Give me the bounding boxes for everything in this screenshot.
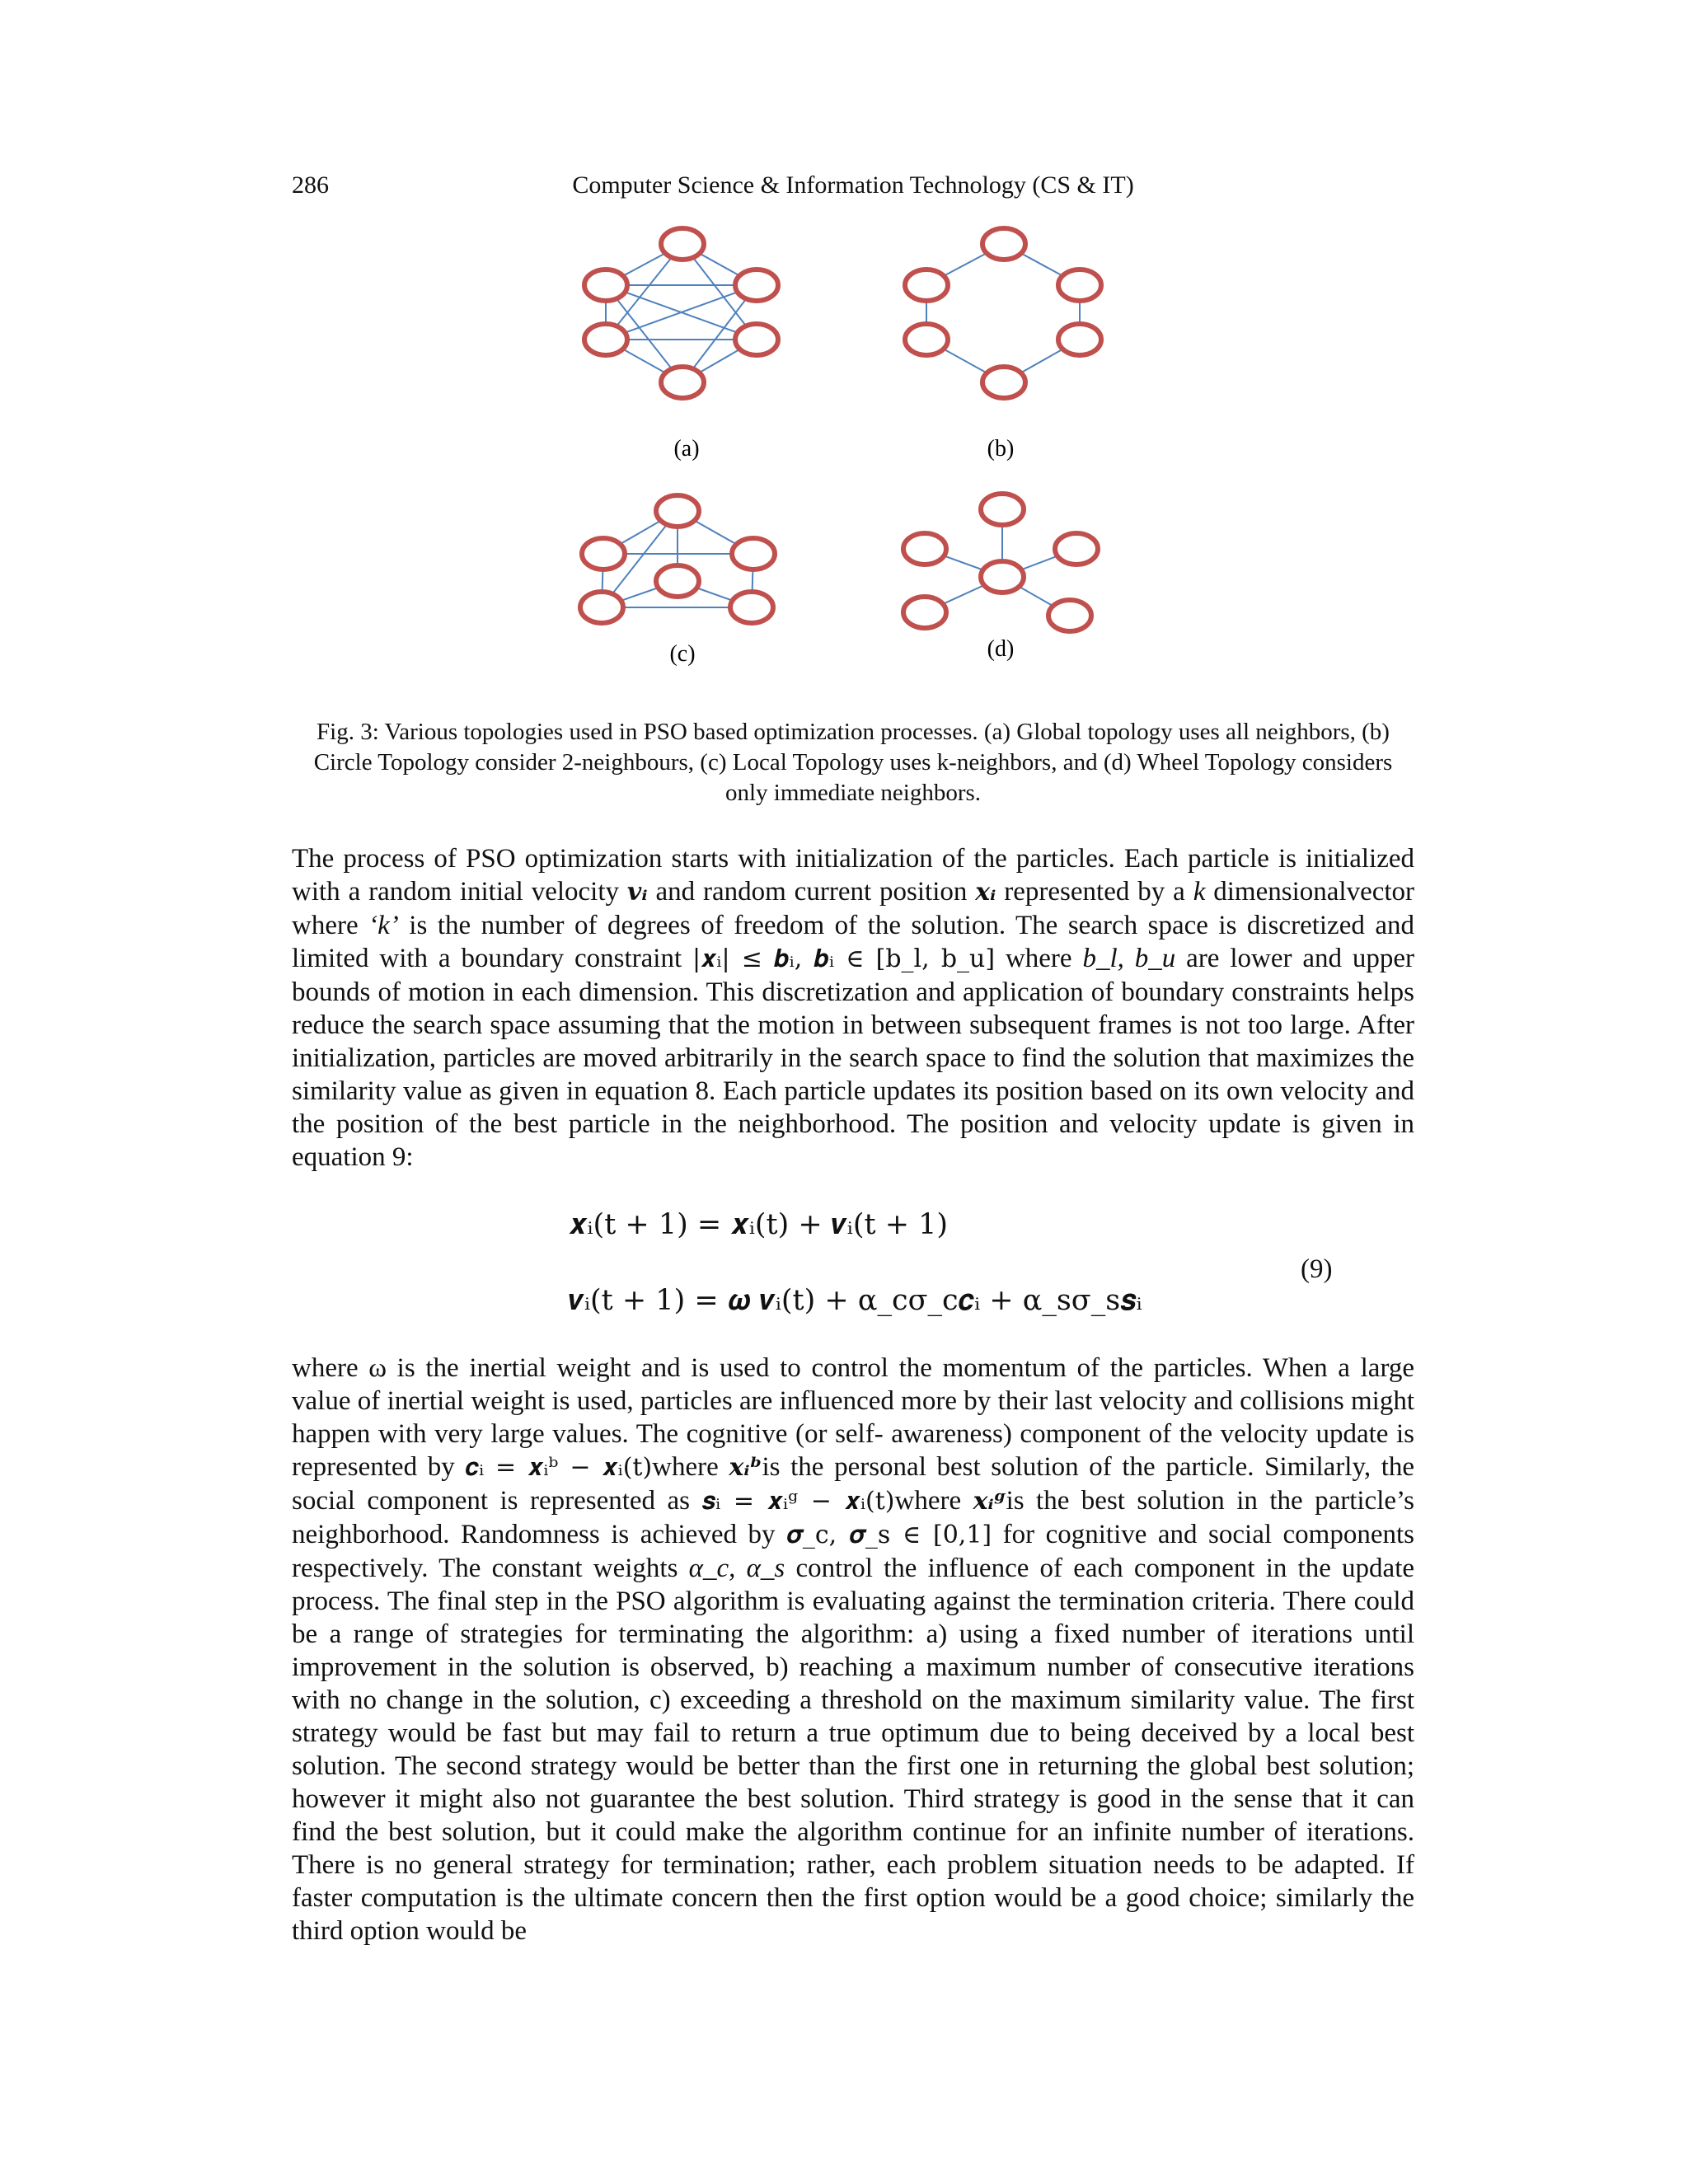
math-randomness: 𝝈_c, 𝝈_s ∈ [0,1]	[785, 1521, 992, 1549]
node	[903, 597, 946, 628]
node	[661, 367, 704, 398]
panel-d-nodes	[903, 494, 1098, 631]
node	[1055, 533, 1098, 565]
equation-9-velocity-update: 𝒗ᵢ(t + 1) = 𝝎 𝒗ᵢ(t) + α_cσ_c𝒄ᵢ + α_sσ_s𝒔ᵢ	[569, 1284, 1142, 1317]
node	[981, 494, 1024, 525]
node	[1058, 324, 1101, 355]
text-run: are lower and upper bounds of motion in each dimension. This discretization and application of boundary constraints helps reduce the search space assuming that the motion in between subsequent frames is not too large. After initialization, particles are moved arbitrarily in the search space to find the solution that maximizes the similarity value as given in equation 8. Each particle updates its position based on its own velocity and the position of the best particle in the neighborhood. The position and velocity update is given in equation 9:	[292, 944, 1415, 1172]
text-run: is the best solution in the particle’s neighborhood. Randomness is achieved by	[292, 1486, 1415, 1549]
math-cognitive-component: 𝒄ᵢ = 𝒙ᵢᵇ − 𝒙ᵢ(t)	[465, 1453, 653, 1482]
equation-9-position-update: 𝒙ᵢ(t + 1) = 𝒙ᵢ(t) + 𝒗ᵢ(t + 1)	[569, 1208, 949, 1241]
math-velocity: 𝒗ᵢ	[626, 878, 648, 907]
math-k: k	[1193, 877, 1206, 907]
text-run: The process of PSO optimization starts with initialization of the particles. Each particle is initialized with a random initial velocity	[292, 844, 1414, 907]
node	[656, 565, 699, 597]
node	[584, 269, 627, 301]
node	[905, 269, 948, 301]
math-boundary-constraint: |𝒙ᵢ| ≤ 𝒃ᵢ, 𝒃ᵢ ∈ [b_l, b_u]	[692, 944, 996, 973]
node	[735, 269, 778, 301]
node	[580, 592, 623, 623]
node	[732, 538, 775, 569]
text-run: where ω is the inertial weight and is used to control the momentum of the particles. When a large value of inertial weight is used, particles are influenced more by their last velocity and collisions might happen with very large values. The cognitive (or self- awareness) component of the velocity update is represented by	[292, 1353, 1414, 1482]
math-social-component: 𝒔ᵢ = 𝒙ᵢᵍ − 𝒙ᵢ(t)	[701, 1487, 895, 1516]
panel-b-circle-topology	[905, 228, 1101, 398]
hub-node	[981, 561, 1024, 593]
text-run: and random current position	[655, 877, 968, 907]
node	[982, 367, 1025, 398]
node	[584, 324, 627, 355]
panel-a-edges	[606, 244, 757, 382]
text-run: dimensionalvector where	[292, 877, 1415, 940]
panel-d-wheel-topology	[903, 494, 1098, 631]
text-run: control the influence of each component in the update process. The final step in the PSO algorithm is evaluating against the termination criteria. There could be a range of strategies for terminating the algorithm: a) using a fixed number of iterations until improvement in the solution is observed, b) reaching a maximum number of consecutive iterations with no change in the solution, c) exceeding a threshold on the maximum similarity value. The first strategy would be fast but may fail to return a true optimum due to being deceived by a local best solution. The second strategy would be better than the first one in returning the global best solution; however it might also not guarantee the best solution. Third strategy is good in the sense that it can find the best solution, but it could make the algorithm continue for an infinite number of iterations. There is no general strategy for termination; rather, each problem situation needs to be adapted. If faster computation is the ultimate concern then the first option would be a good choice; similarly the third option would be	[292, 1554, 1415, 1946]
panel-label-b: (b)	[987, 436, 1015, 462]
paragraph-1	[292, 842, 1414, 1174]
panel-c-local-topology	[580, 495, 775, 623]
panel-label-a: (a)	[673, 436, 700, 462]
node	[903, 533, 946, 565]
text-run: where	[894, 1486, 962, 1516]
panel-b-edges	[926, 244, 1080, 382]
text-run: is the personal best solution of the particle. Similarly, the social component is represented as	[292, 1452, 1415, 1516]
page-number: 286	[292, 171, 329, 199]
node	[1048, 600, 1091, 631]
node	[982, 228, 1025, 260]
node	[661, 228, 704, 260]
node	[905, 324, 948, 355]
math-bounds: b_l, b_u	[1082, 944, 1176, 973]
math-constant-weights: α_c, α_s	[688, 1554, 785, 1583]
text-run: is the number of degrees of freedom of the solution. The search space is discretized and limited with a boundary constraint	[292, 911, 1415, 973]
panel-a-global-topology	[584, 228, 778, 398]
node	[1058, 269, 1101, 301]
node	[656, 495, 699, 527]
node	[735, 324, 778, 355]
panel-b-nodes	[905, 228, 1101, 398]
math-position: 𝒙ᵢ	[975, 878, 996, 907]
math-neighborhood-best: 𝒙ᵢᵍ	[973, 1487, 1006, 1516]
panel-label-c: (c)	[669, 641, 696, 667]
panel-label-d: (d)	[987, 636, 1015, 662]
equation-number: (9)	[1301, 1254, 1333, 1284]
figure-caption: Fig. 3: Various topologies used in PSO based optimization processes. (a) Global topology uses all neighbors, (b) Circle Topology consider 2-neighbours, (c) Local Topology uses k-neighbors, and (d) Wheel Topology considers only immediate neighbors.	[313, 719, 1393, 806]
text-run: represented by a	[1004, 877, 1185, 907]
paragraph-2	[292, 1352, 1414, 1947]
math-personal-best: 𝒙ᵢᵇ	[729, 1453, 762, 1482]
math-k-quoted: ‘k’	[368, 911, 399, 940]
text-run: where	[1005, 944, 1072, 973]
figure-3	[0, 0, 1688, 709]
running-title: Computer Science & Information Technology (CS & IT)	[572, 171, 1134, 199]
text-run: where	[652, 1452, 719, 1482]
node	[730, 592, 773, 623]
node	[582, 538, 625, 569]
text-run: for cognitive and social components respectively. The constant weights	[292, 1520, 1414, 1583]
